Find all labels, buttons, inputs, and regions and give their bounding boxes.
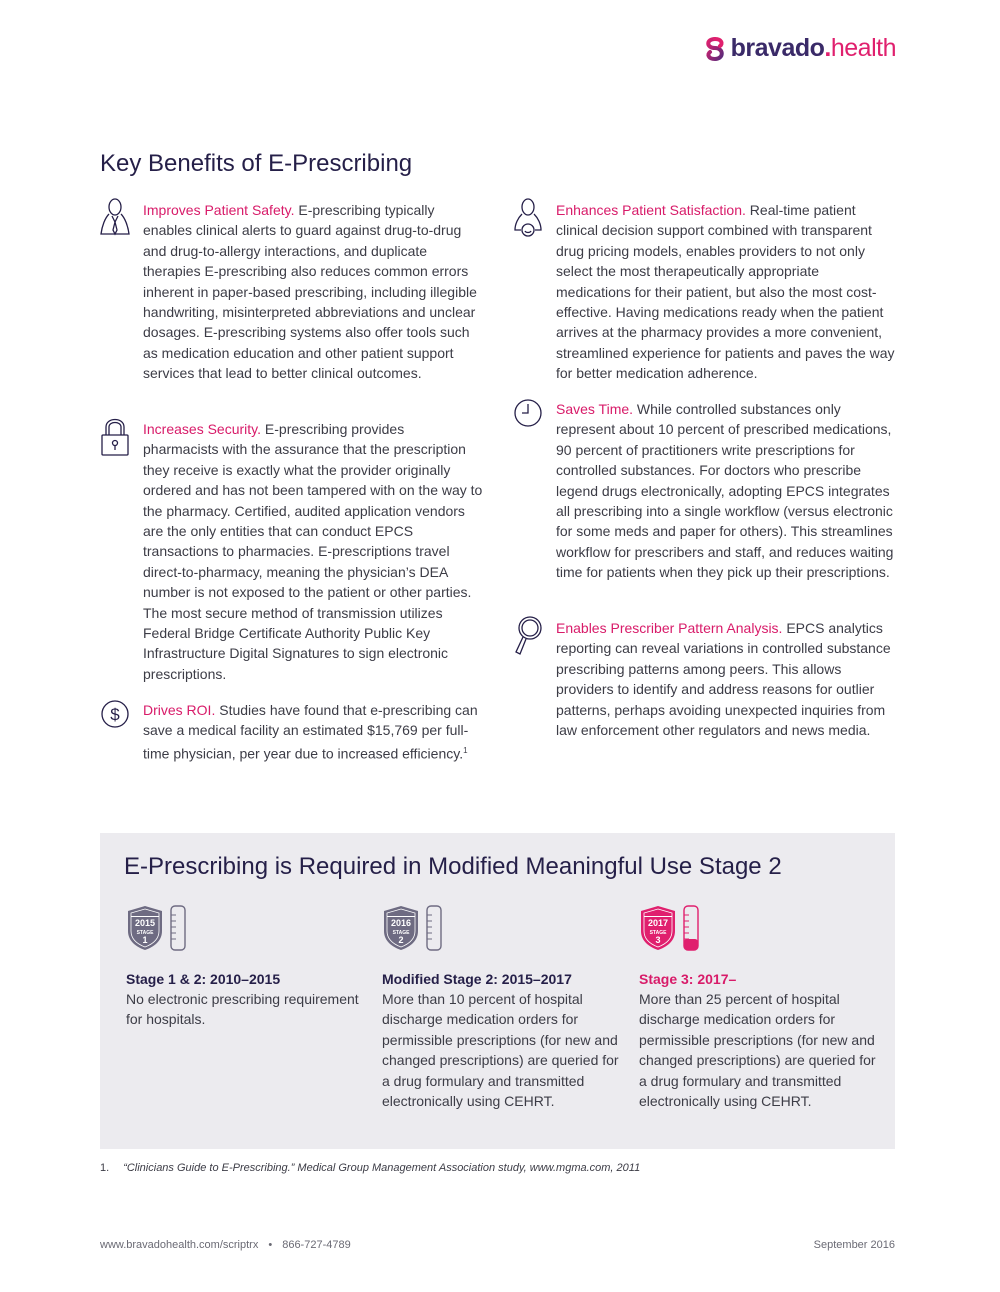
stage-column-2 [382, 905, 622, 1111]
brand-logo [702, 34, 896, 63]
badge-year: 2015 [134, 918, 156, 928]
footnote-ref: 1 [463, 745, 468, 755]
stage-body: More than 25 percent of hospital discharge medication orders for permissible prescriptions (for new and changed prescriptions) are queried for a drug formulary and transmitted electronically using CEHRT. [639, 991, 876, 1110]
badge-stage-label: STAGE [136, 930, 154, 936]
stage-badges [382, 905, 622, 951]
thermometer-fill [684, 939, 698, 950]
bravado-logo-icon [702, 35, 728, 63]
thermometer-icon [683, 905, 699, 951]
shield-badge-icon [126, 905, 164, 951]
benefit-heading: Increases Security. [143, 421, 262, 437]
badge-stage-label: STAGE [392, 930, 410, 936]
benefit-text: Studies have found that e-prescribing can save a medical facility an estimated $15,769 per full-time physician, per year due to increased efficiency. [143, 702, 478, 762]
footnote-number: 1. [100, 1162, 110, 1174]
benefit-text: E-prescribing typically enables clinical alerts to guard against drug-to-drug and drug-to-allergy interactions, and duplicate therapies E-prescribing also reduces common errors inherent in paper-based prescribing, including illegible handwriting, misinterpreted abbreviations and unclear dosages. E-prescribing systems also offer tools such as medication education and other patient support services that lead to better clinical outcomes. [143, 202, 477, 382]
badge-stage-number: 3 [655, 935, 661, 945]
badge-stage-label: STAGE [649, 930, 667, 936]
stage-body: More than 10 percent of hospital discharge medication orders for permissible prescriptions (for new and changed prescriptions) are queried for a drug formulary and transmitted electronically using CEHRT. [382, 991, 619, 1110]
stage-section-title: E-Prescribing is Required in Modified Meaningful Use Stage 2 [124, 853, 782, 880]
badge-stage-number: 1 [142, 935, 148, 945]
benefit-text: EPCS analytics reporting can reveal variations in controlled substance prescribing patterns among peers. This allows providers to identify and address reasons for outlier patterns, perhaps avoiding unexpected inquiries from law enforcement other regulators and news media. [556, 620, 891, 739]
smiley-person-icon [512, 196, 544, 240]
logo-wordmark: bravado.health [730, 34, 896, 62]
person-icon [99, 196, 131, 240]
stage-badges [639, 905, 879, 951]
footnote [100, 1162, 640, 1174]
stage-body: No electronic prescribing requirement for hospitals. [126, 991, 359, 1028]
benefit-saves-time [556, 399, 896, 583]
padlock-icon [99, 415, 131, 459]
benefit-patient-satisfaction [556, 200, 896, 384]
dollar-icon [99, 696, 131, 740]
benefit-heading: Enables Prescriber Pattern Analysis. [556, 620, 783, 636]
benefit-roi [110, 700, 483, 764]
stage-column-1 [126, 905, 366, 1030]
footer-url[interactable]: www.bravadohealth.com/scriptrx [100, 1239, 259, 1251]
stage-section [100, 833, 895, 1149]
badge-stage-number: 2 [398, 935, 404, 945]
shield-badge-icon [639, 905, 677, 951]
page-title: Key Benefits of E-Prescribing [100, 150, 413, 177]
benefit-heading: Drives ROI. [143, 702, 216, 718]
stage-title: Modified Stage 2: 2015–2017 [382, 971, 572, 987]
badge-year: 2016 [390, 918, 412, 928]
stage-badges [126, 905, 366, 951]
svg-text:$: $ [110, 705, 120, 724]
footer-contact [100, 1239, 351, 1251]
benefit-text: Real-time patient clinical decision support combined with transparent drug pricing models, enables providers to not only select the most therapeutically appropriate medications for their patient, but also the most cost-effective. Having medications ready when the patient arrives at the pharmacy provides a more convenient, streamlined experience for patients and paves the way for better medication adherence. [556, 202, 895, 382]
benefit-text: While controlled substances only represent about 10 percent of prescribed medications, 90 percent of practitioners write prescriptions for controlled substances. For doctors who prescribe legend drugs electronically, adopting EPCS integrates all prescribing into a single workflow (versus electronic for some meds and paper for others). This streamlines workflow for prescribers and staff, and reduces waiting time for patients when they pick up their prescriptions. [556, 401, 894, 581]
footer-separator: • [268, 1239, 273, 1251]
stage-column-3 [639, 905, 879, 1111]
thermometer-icon [426, 905, 442, 951]
badge-year: 2017 [647, 918, 669, 928]
benefit-heading: Improves Patient Safety. [143, 202, 295, 218]
thermometer-icon [170, 905, 186, 951]
clock-icon [512, 395, 544, 439]
stage-title: Stage 3: 2017– [639, 971, 737, 987]
benefit-security [143, 419, 483, 684]
footer-date: September 2016 [813, 1239, 895, 1251]
benefit-heading: Enhances Patient Satisfaction. [556, 202, 746, 218]
benefit-pattern-analysis [556, 618, 896, 740]
stage-title: Stage 1 & 2: 2010–2015 [126, 971, 281, 987]
benefit-patient-safety [143, 200, 483, 384]
benefit-text: E-prescribing provides pharmacists with the assurance that the prescription they receive is exactly what the provider originally ordered and has not been tampered with on the way to the pharmacy. Certified, audited application vendors are the only entities that can conduct EPCS transactions to pharmacies. E-prescriptions travel direct-to-pharmacy, meaning the physician’s DEA number is not exposed to the patient or other parties. The most secure method of transmission utilizes Federal Bridge Certificate Authority Public Key Infrastructure Digital Signatures to sign electronic prescriptions. [143, 421, 483, 682]
footnote-text: “Clinicians Guide to E-Prescribing.” Medical Group Management Association study, www.mgma.com, 2011 [123, 1162, 641, 1174]
shield-badge-icon [382, 905, 420, 951]
magnifier-icon [512, 614, 544, 658]
footer-phone: 866-727-4789 [282, 1239, 351, 1251]
benefit-heading: Saves Time. [556, 401, 634, 417]
